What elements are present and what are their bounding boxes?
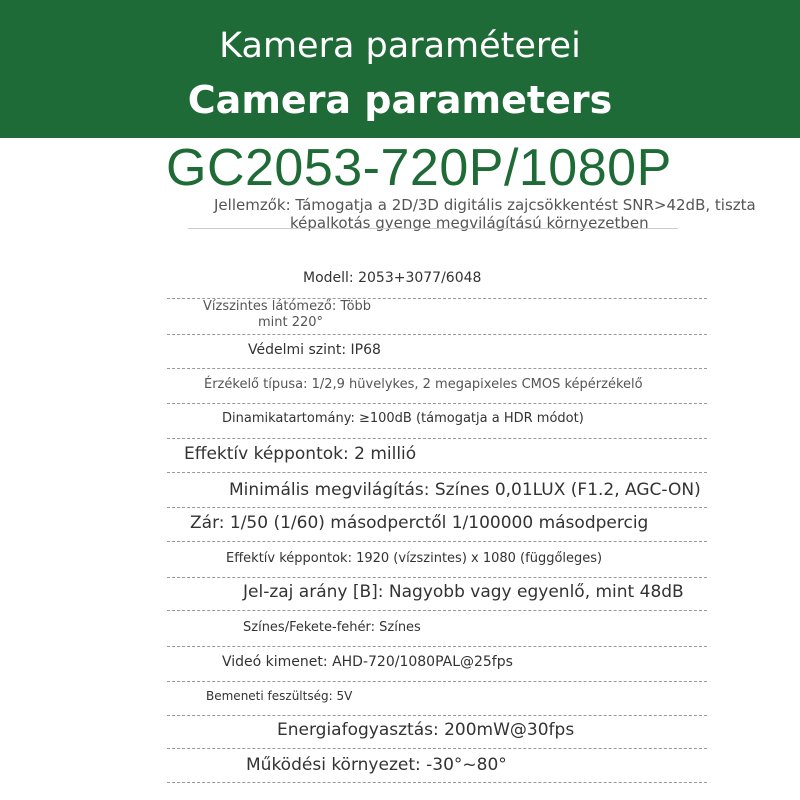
spec-fov-line-1: Vízszintes látómező: Több xyxy=(203,299,372,314)
divider xyxy=(167,646,707,647)
divider xyxy=(167,334,707,335)
divider xyxy=(167,610,707,611)
spec-input-voltage: Bemeneti feszültség: 5V xyxy=(206,689,353,703)
features-line-2: képalkotás gyenge megvilágítású környezetben xyxy=(290,214,649,232)
divider xyxy=(167,681,707,682)
divider xyxy=(167,577,707,578)
spec-resolution: Effektív képpontok: 1920 (vízszintes) x 1080 (függőleges) xyxy=(226,551,603,566)
title-english: Camera parameters xyxy=(187,78,613,122)
spec-video-output: Videó kimenet: AHD-720/1080PAL@25fps xyxy=(222,654,513,670)
spec-min-illumination: Minimális megvilágítás: Színes 0,01LUX (F1.2, AGC-ON) xyxy=(229,480,701,500)
spec-power: Energiafogyasztás: 200mW@30fps xyxy=(277,720,575,740)
divider xyxy=(167,507,707,508)
title-hungarian: Kamera paraméterei xyxy=(219,26,581,66)
spec-fov-line-2: mint 220° xyxy=(258,315,324,330)
divider xyxy=(167,472,707,473)
spec-sensor: Érzékelő típusa: 1/2,9 hüvelykes, 2 megapixeles CMOS képérzékelő xyxy=(204,377,643,392)
divider xyxy=(167,368,707,369)
spec-snr: Jel-zaj arány [B]: Nagyobb vagy egyenlő, mint 48dB xyxy=(243,582,684,602)
divider xyxy=(167,715,707,716)
spec-protection: Védelmi szint: IP68 xyxy=(248,342,381,358)
spec-effective-pixels: Effektív képpontok: 2 millió xyxy=(184,444,417,464)
divider xyxy=(167,403,707,404)
spec-shutter: Zár: 1/50 (1/60) másodperctől 1/100000 másodpercig xyxy=(190,513,649,533)
spec-environment: Működési környezet: -30°~80° xyxy=(246,755,507,775)
header-banner xyxy=(0,0,800,138)
divider xyxy=(167,438,707,439)
features-underline xyxy=(188,228,678,229)
spec-dynamic-range: Dinamikatartomány: ≥100dB (támogatja a HDR módot) xyxy=(222,411,584,426)
divider xyxy=(167,748,707,749)
divider xyxy=(167,782,707,783)
spec-model: Modell: 2053+3077/6048 xyxy=(303,270,482,286)
model-heading: GC2053-720P/1080P xyxy=(166,139,672,197)
divider xyxy=(167,541,707,542)
spec-color: Színes/Fekete-fehér: Színes xyxy=(243,620,421,635)
features-line-1: Jellemzők: Támogatja a 2D/3D digitális zajcsökkentést SNR>42dB, tiszta xyxy=(214,196,756,214)
